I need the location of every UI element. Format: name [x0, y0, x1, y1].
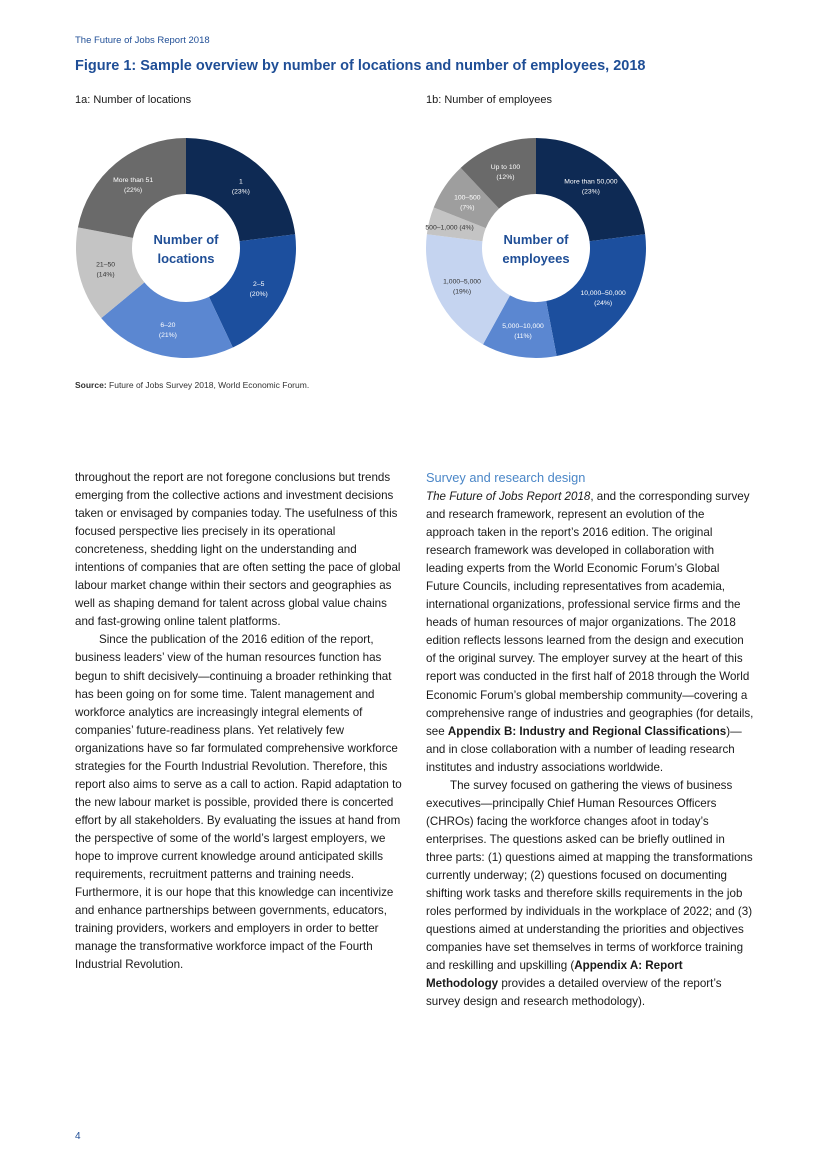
slice-label: 1 — [238, 178, 243, 186]
slice-pct-label: (11%) — [514, 332, 532, 340]
right-p1-text-b: )—and in close collaboration with a number of leading research institutes and industry associations worldwide. — [426, 724, 742, 774]
figure-title: Figure 1: Sample overview by number of locations and number of employees, 2018 — [75, 58, 646, 74]
slice-pct-label: (21%) — [158, 332, 177, 340]
slice-pct-label: (22%) — [124, 187, 143, 195]
chart-locations — [70, 132, 302, 364]
figure-source — [75, 380, 309, 390]
slice-label: More than 50,000 — [564, 178, 618, 186]
right-paragraph-1 — [426, 488, 754, 777]
center-label: locations — [157, 251, 215, 266]
source-text: Future of Jobs Survey 2018, World Economic Forum. — [109, 380, 310, 390]
right-p2-text-b: provides a detailed overview of the report’s survey design and research methodology). — [426, 977, 722, 1009]
appendix-b-reference: Appendix B: Industry and Regional Classifications — [447, 724, 727, 738]
right-column — [426, 469, 754, 1011]
left-paragraph-1: throughout the report are not foregone conclusions but trends emerging from the collective actions and investment decisions taken or envisaged by companies today. The usefulness of this focused perspective lies precisely in its operational concreteness, shedding light on the understanding and intentions of companies that are often setting the pace of global labour market change within their sectors and geographies as well as shaping demand for talent across global value chains and fast-growing online talent platforms. — [75, 471, 401, 629]
report-title-italic: The Future of Jobs Report 2018 — [426, 490, 591, 503]
slice-pct-label: (19%) — [452, 288, 472, 296]
running-head: The Future of Jobs Report 2018 — [75, 35, 210, 46]
left-column — [75, 469, 403, 974]
slice-label: 21–50 — [96, 261, 116, 269]
slice-pct-label: (23%) — [581, 188, 600, 196]
donut-chart-locations — [70, 132, 302, 364]
slice-pct-label: (12%) — [496, 173, 515, 181]
center-label: employees — [502, 251, 570, 266]
slice-label: 1,000–5,000 — [443, 278, 481, 286]
section-heading: Survey and research design — [426, 470, 586, 485]
left-paragraph-2: Since the publication of the 2016 edition of the report, business leaders’ view of the human resources function has begun to shift decisively—continuing a broader rethinking that has been going on for some time. Talent management and workforce analytics are increasingly integral elements of companies’ future-readiness plans. Yet relatively few organizations have so far formulated comprehensive workforce strategies for the Fourth Industrial Revolution. Therefore, this report also aims to serve as a call to action. Rapid adaptation to the new labour market is possible, provided there is concerted effort by all stakeholders. By evaluating the issues at hand from the perspective of some of the world’s largest employers, we hope to improve current knowledge around anticipated skills requirements, recruitment patterns and training needs. Furthermore, it is our hope that this knowledge can incentivize and enhance partnerships between governments, educators, training providers, workers and employers in order to better manage the transformative workforce impact of the Fourth Industrial Revolution. — [75, 633, 402, 972]
slice-label: More than 51 — [113, 177, 154, 185]
appendix-a-reference: Appendix A: Report Methodology — [426, 959, 683, 991]
slice-pct-label: (24%) — [594, 299, 613, 307]
slice-pct-label: (23%) — [231, 188, 250, 196]
slice-pct-label: (7%) — [460, 204, 475, 212]
slice-label: 100–500 — [454, 194, 481, 202]
slice-pct-label: (20%) — [249, 290, 268, 298]
donut-chart-employees — [420, 132, 652, 364]
center-label: Number of — [153, 232, 219, 247]
slice-label: 6–20 — [160, 322, 176, 330]
page-number: 4 — [75, 1131, 81, 1142]
slice-pct-label: (14%) — [96, 271, 115, 279]
slice-label: 2–5 — [253, 280, 265, 288]
center-label: Number of — [503, 232, 569, 247]
right-p2-text-a: The survey focused on gathering the views of business executives—principally Chief Human Resources Officers (CHROs) facing the workforce changes afoot in today’s enterprises. The questions asked can be briefly outlined in three parts: (1) questions aimed at mapping the transformations currently underway; (2) questions focused on documenting shifting work tasks and therefore skills requirements in the job roles performed by individuals in the workplace of 2022; and (3) questions aimed at understanding the priorities and objectives companies have set themselves in terms of workforce training and reskilling and upskilling ( — [426, 778, 753, 973]
source-label: Source: — [75, 380, 107, 390]
slice-label: 500–1,000 (4%) — [425, 224, 474, 232]
chart-1b-subtitle: 1b: Number of employees — [426, 94, 552, 106]
right-p1-text-a: , and the corresponding survey and research framework, represent an evolution of the approach taken in the report’s 2016 edition. The original research framework was developed in collaboration with leading experts from the World Economic Forum’s Global Future Councils, including representatives from academia, international organizations, professional service firms and the heads of human resources of major organizations. The 2018 edition reflects lessons learned from the design and execution of the original survey. The employer survey at the heart of this report was conducted in the first half of 2018 through the World Economic Forum’s global membership community—covering a comprehensive range of industries and geographies (for details, see — [426, 490, 754, 738]
chart-employees — [420, 132, 652, 364]
slice-label: 10,000–50,000 — [580, 289, 626, 297]
slice-label: 5,000–10,000 — [502, 322, 544, 330]
right-paragraph-2 — [426, 777, 754, 1012]
chart-1a-subtitle: 1a: Number of locations — [75, 94, 192, 106]
slice-label: Up to 100 — [490, 163, 521, 171]
